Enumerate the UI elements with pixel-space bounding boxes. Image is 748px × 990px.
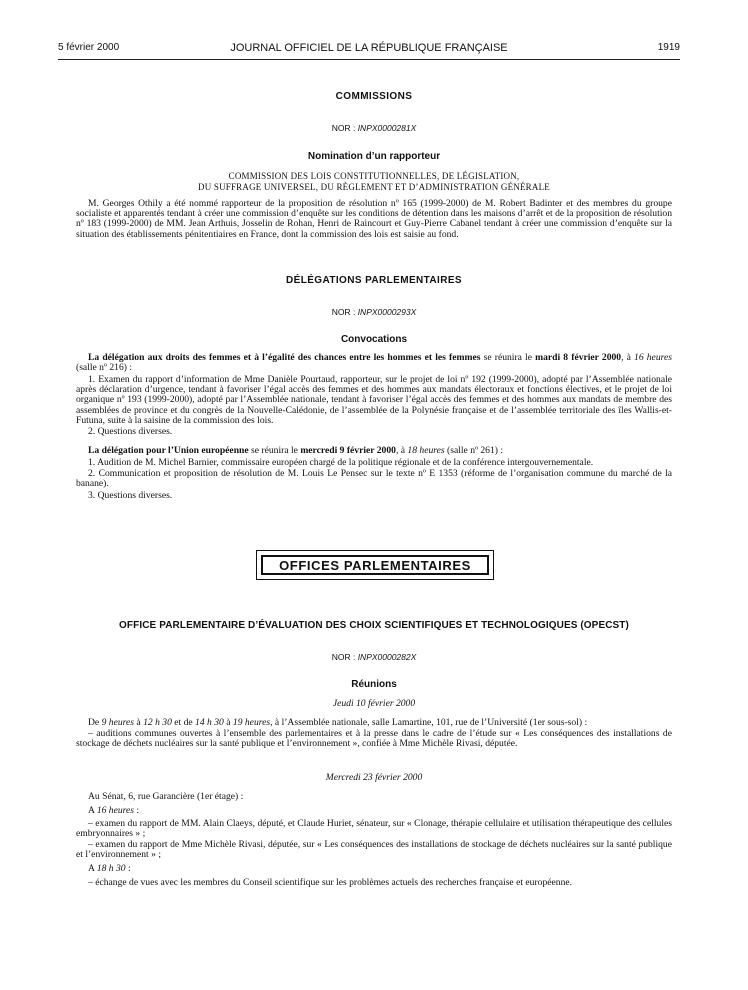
meeting-time: 18 heures	[407, 445, 445, 456]
text-fragment: A	[88, 863, 97, 874]
nor-code: INPX0000293X	[357, 307, 417, 317]
commission-name-line1: COMMISSION DES LOIS CONSTITUTIONNELLES, DE LÉGISLATION,	[228, 171, 520, 181]
commissions-heading: COMMISSIONS	[335, 91, 413, 102]
time: 18 h 30	[96, 863, 126, 874]
delegations-subheading: Convocations	[340, 334, 408, 345]
text-fragment: :	[125, 863, 131, 874]
time: 12 h 30	[143, 717, 172, 728]
delegations-nor	[76, 307, 672, 317]
meeting-2-time-1	[76, 806, 672, 816]
text-fragment: , à	[395, 445, 408, 456]
nor-label: NOR :	[331, 307, 356, 317]
commissions-subheading: Nomination d’un rapporteur	[307, 151, 441, 162]
meeting-date-2: Mercredi 23 février 2000	[325, 772, 423, 783]
nor-code: INPX0000282X	[357, 652, 417, 662]
text-fragment: De	[88, 717, 102, 728]
text-fragment: à	[223, 717, 233, 728]
text-fragment: :	[134, 805, 140, 816]
opecst-heading: OFFICE PARLEMENTAIRE D’ÉVALUATION DES CHOIX SCIENTIFIQUES ET TECHNOLOGIQUES (OPECST)	[119, 620, 629, 631]
nor-code: INPX0000281X	[357, 123, 417, 133]
page-header	[58, 42, 680, 56]
commissions-paragraph: M. Georges Othily a été nommé rapporteur de la proposition de résolution nº 165 (1999-2000) de M. Robert Badinter et des membres du groupe socialiste et apparentés tendant à créer une commission d’enquête sur les conditions de détention dans les maisons d’arrêt et de la proposition de résolution nº 183 (1999-2000) de MM. Jean Arthuis, Josselin de Rohan, Henri de Raincourt et Guy-Pierre Cabanel tendant à créer une commission d’enquête sur la situation des établissements pénitentiaires en France, dont la commission des lois est saisie au fond.	[76, 198, 672, 240]
meeting-2-item-2: – examen du rapport de Mme Michèle Rivasi, députée, sur « Les conséquences des installations de stockage de déchets nucléaires sur la santé publique et l’environnement » ;	[76, 839, 672, 861]
meeting-room: (salle nº 216) :	[76, 362, 132, 374]
meeting-time: 16 heures	[634, 352, 672, 363]
text-fragment: , à	[621, 352, 635, 363]
meeting-2-time-2	[76, 864, 672, 874]
time: 16 heures	[96, 805, 135, 816]
nor-label: NOR :	[331, 652, 356, 662]
time: 9 heures	[101, 717, 135, 728]
time: 14 h 30	[195, 717, 224, 728]
text-fragment: se réunira le	[480, 352, 536, 363]
meeting-2-place: Au Sénat, 6, rue Garancière (1er étage) :	[88, 791, 244, 802]
text-fragment: se réunira le	[248, 445, 301, 456]
delegations-heading: DÉLÉGATIONS PARLEMENTAIRES	[286, 275, 462, 286]
meeting-1-schedule	[76, 718, 672, 728]
meeting-date: mercredi 9 février 2000	[300, 445, 396, 456]
text-fragment: , à l’Assemblée nationale, salle Lamartine, 101, rue de l’Université (1er sous-sol) :	[270, 717, 588, 728]
time: 19 heures	[232, 717, 271, 728]
meeting-2-item-1: – examen du rapport de MM. Alain Claeys, député, et Claude Huriet, sénateur, sur « Clonage, thérapie cellulaire et utilisation thérapeutique des cellules embryonnaires » ;	[76, 818, 672, 840]
opecst-subheading: Réunions	[351, 679, 397, 690]
text-fragment: et de	[171, 717, 196, 728]
delegation-femmes-intro	[76, 353, 672, 373]
delegation-ue-item2: 2. Communication et proposition de résolution de M. Louis Le Pensec sur le texte nº E 1353 (réforme de l’organisation commune du marché de la banane).	[76, 468, 672, 490]
meeting-2-item-3: – échange de vues avec les membres du Conseil scientifique sur les problèmes actuels des recherches française et européenne.	[88, 877, 573, 888]
delegation-ue-intro	[76, 446, 672, 456]
meeting-date: mardi 8 février 2000	[535, 352, 622, 363]
offices-title: OFFICES PARLEMENTAIRES	[261, 555, 489, 575]
meeting-room: (salle nº 261) :	[444, 445, 504, 456]
header-journal-title: JOURNAL OFFICIEL DE LA RÉPUBLIQUE FRANÇAISE	[230, 42, 508, 54]
delegation-ue-item3: 3. Questions diverses.	[88, 490, 173, 501]
offices-title-frame	[256, 550, 494, 580]
delegation-name: La délégation pour l’Union européenne	[88, 445, 249, 456]
delegation-femmes-item1: 1. Examen du rapport d’information de Mme Danièle Pourtaud, rapporteur, sur le projet de loi nº 192 (1999-2000), adopté par l’Assemblée nationale après déclaration d’urgence, tendant à favoriser l’égal accès des femmes et des hommes aux mandats électoraux et fonctions électives, et le projet de loi organique nº 193 (1999-2000), adopté par l’Assemblée nationale, tendant à favoriser l’égal accès des femmes et des hommes aux mandats de membre des assemblées de province et du congrès de la Nouvelle-Calédonie, de l’assemblée de la Polynésie française et de l’assemblée territoriale des îles Wallis-et-Futuna, suite à la saisine de la commission des lois.	[76, 374, 672, 426]
delegation-ue-item1: 1. Audition de M. Michel Barnier, commissaire européen chargé de la politique régionale et de la conférence intergouvernementale.	[88, 457, 594, 468]
nor-label: NOR :	[331, 123, 356, 133]
opecst-nor	[76, 652, 672, 662]
commission-name-line2: DU SUFFRAGE UNIVERSEL, DU RÈGLEMENT ET D’ADMINISTRATION GÉNÉRALE	[198, 182, 550, 192]
meeting-date-1: Jeudi 10 février 2000	[332, 698, 416, 709]
text-fragment: à	[134, 717, 144, 728]
commissions-nor	[76, 123, 672, 133]
delegation-femmes-item2: 2. Questions diverses.	[88, 426, 173, 437]
text-fragment: A	[88, 805, 97, 816]
header-rule	[58, 59, 680, 60]
meeting-1-item: – auditions communes ouvertes à l’ensemble des parlementaires et à la presse dans le cadre de l’étude sur « Les conséquences des installations de stockage de déchets nucléaires sur la santé publique et l’environnement », confiée à Mme Michèle Rivasi, députée.	[76, 728, 672, 750]
header-date: 5 février 2000	[58, 42, 120, 53]
header-page-number: 1919	[657, 42, 680, 53]
delegation-name: La délégation aux droits des femmes et à l’égalité des chances entre les hommes et les femmes	[88, 352, 481, 363]
